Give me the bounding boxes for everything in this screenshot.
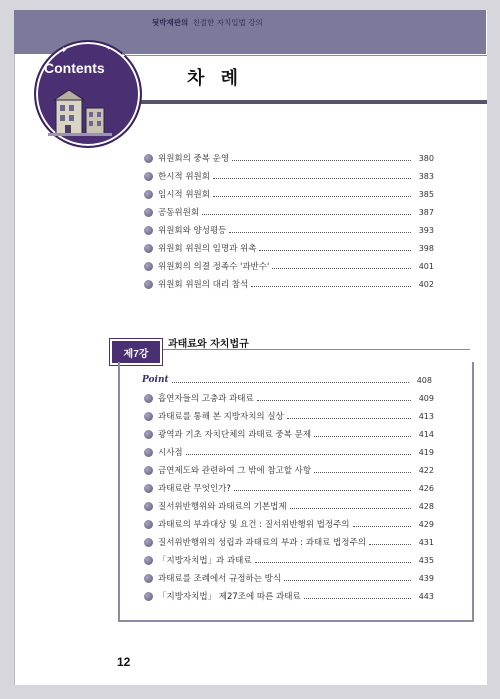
toc-entry-page: 435 xyxy=(418,555,434,565)
leader-dots xyxy=(314,472,411,473)
toc-entry-label: 공동위원회 xyxy=(158,208,200,218)
bullet-icon xyxy=(144,226,153,235)
bullet-icon xyxy=(144,538,153,547)
toc-entry-label: 시사점 xyxy=(158,448,183,458)
toc-entry[interactable] xyxy=(144,203,434,221)
toc-entry-page: 385 xyxy=(418,189,434,199)
sparkle-icon: ✧ xyxy=(106,45,112,52)
leader-dots xyxy=(202,214,411,215)
building-illustration-icon xyxy=(48,80,112,136)
bullet-icon xyxy=(144,484,153,493)
toc-entry[interactable] xyxy=(144,515,434,533)
title-bar xyxy=(98,55,487,104)
toc-entry-page: 409 xyxy=(418,393,434,403)
toc-entry-label: 질서위반행위와 과태료의 기본법제 xyxy=(158,502,287,512)
toc-entry[interactable] xyxy=(144,221,434,239)
toc-entry-label: 금연제도와 관련하여 그 밖에 참고할 사항 xyxy=(158,466,312,476)
leader-dots xyxy=(213,178,411,179)
toc-entry-page: 439 xyxy=(418,573,434,583)
leader-dots xyxy=(314,436,411,437)
toc-entry-label: 광역과 기초 자치단체의 과태료 중복 문제 xyxy=(158,430,312,440)
contents-label: Contents xyxy=(44,60,105,76)
toc-entry[interactable] xyxy=(144,257,434,275)
toc-entry-page: 428 xyxy=(418,501,434,511)
leader-dots xyxy=(255,562,411,563)
toc-entry[interactable] xyxy=(144,239,434,257)
toc-entry[interactable] xyxy=(144,497,434,515)
bullet-icon xyxy=(144,172,153,181)
toc-entry[interactable] xyxy=(144,407,434,425)
toc-entry-page: 380 xyxy=(418,153,434,163)
sparkle-icon: ✦ xyxy=(120,52,126,60)
toc-entry-label: 흡연자들의 고충과 과태료 xyxy=(158,394,254,404)
toc-entry-page: 419 xyxy=(418,447,434,457)
toc-entry[interactable] xyxy=(144,443,434,461)
toc-entry-label: 「지방자치법」 제27조에 따른 과태료 xyxy=(158,592,301,602)
bullet-icon xyxy=(144,208,153,217)
toc-entry-label: 위원회와 양성평등 xyxy=(158,226,227,236)
chapter-title: 과태료와 자치법규 xyxy=(168,339,249,350)
toc-entry-page: 429 xyxy=(418,519,434,529)
toc-entry[interactable] xyxy=(144,167,434,185)
book-title-part1: 됫박재판의 xyxy=(152,18,189,27)
toc-entry[interactable] xyxy=(144,587,434,605)
toc-entry[interactable] xyxy=(144,149,434,167)
page-title: 차 례 xyxy=(187,68,244,89)
bullet-icon xyxy=(144,280,153,289)
leader-dots xyxy=(272,268,411,269)
toc-entry-page: 402 xyxy=(418,279,434,289)
toc-entry-label: 임시적 위원회 xyxy=(158,190,210,200)
toc-entry[interactable] xyxy=(144,389,434,407)
leader-dots xyxy=(172,382,409,383)
leader-dots xyxy=(287,418,411,419)
toc-entry-page: 422 xyxy=(418,465,434,475)
toc-entry-label: 과태료를 조례에서 규정하는 방식 xyxy=(158,574,282,584)
toc-entry[interactable] xyxy=(144,533,434,551)
point-label: Point xyxy=(142,375,169,385)
toc-entry-page: 398 xyxy=(418,243,434,253)
toc-entry-label: 질서위반행위의 성립과 과태료의 부과 : 과태료 법정주의 xyxy=(158,538,366,548)
bullet-icon xyxy=(144,502,153,511)
toc-entry-page: 413 xyxy=(418,411,434,421)
toc-entry[interactable] xyxy=(144,479,434,497)
leader-dots xyxy=(284,580,411,581)
leader-dots xyxy=(213,196,411,197)
toc-entry[interactable] xyxy=(144,275,434,293)
toc-entry[interactable] xyxy=(144,461,434,479)
toc-entry-label: 위원회 위원의 대리 참석 xyxy=(158,280,249,290)
sparkle-icon: ✦ xyxy=(60,46,68,56)
toc-entry-label: 위원회의 의결 정족수 '과반수' xyxy=(158,262,270,272)
bullet-icon xyxy=(144,520,153,529)
toc-entry-page: 443 xyxy=(418,591,434,601)
toc-entry-label: 위원회의 중복 운영 xyxy=(158,154,230,164)
book-title-part2: 친절한 자치입법 강의 xyxy=(192,18,263,27)
bullet-icon xyxy=(144,394,153,403)
toc-entry-label: 과태료란 무엇인가? xyxy=(158,484,231,494)
leader-dots xyxy=(304,598,411,599)
toc-entry[interactable] xyxy=(144,185,434,203)
leader-dots xyxy=(229,232,411,233)
toc-entry-label: 「지방자치법」과 과태료 xyxy=(158,556,252,566)
leader-dots xyxy=(232,160,411,161)
bullet-icon xyxy=(144,412,153,421)
bullet-icon xyxy=(144,190,153,199)
leader-dots xyxy=(257,400,411,401)
leader-dots xyxy=(290,508,411,509)
bullet-icon xyxy=(144,430,153,439)
toc-entry-page: 431 xyxy=(418,537,434,547)
toc-entry[interactable] xyxy=(144,569,434,587)
leader-dots xyxy=(234,490,411,491)
toc-entry-point[interactable] xyxy=(142,371,432,389)
toc-entry-page: 387 xyxy=(418,207,434,217)
toc-entry[interactable] xyxy=(144,551,434,569)
toc-entry-label: 과태료의 부과대상 및 요건 : 질서위반행위 법정주의 xyxy=(158,520,350,530)
leader-dots xyxy=(251,286,411,287)
bullet-icon xyxy=(144,154,153,163)
bullet-icon xyxy=(144,262,153,271)
leader-dots xyxy=(186,454,411,455)
bullet-icon xyxy=(144,466,153,475)
toc-entry-page: 393 xyxy=(418,225,434,235)
leader-dots xyxy=(369,544,411,545)
toc-entry-label: 한시적 위원회 xyxy=(158,172,210,182)
toc-entry-page: 426 xyxy=(418,483,434,493)
leader-dots xyxy=(353,526,411,527)
toc-entry-page: 414 xyxy=(418,429,434,439)
page-number: 12 xyxy=(117,655,131,669)
running-header xyxy=(152,17,263,28)
toc-entry-label: 위원회 위원의 임명과 위촉 xyxy=(158,244,257,254)
toc-entry-page: 408 xyxy=(416,375,432,385)
bullet-icon xyxy=(144,574,153,583)
toc-entry-page: 401 xyxy=(418,261,434,271)
toc-entry[interactable] xyxy=(144,425,434,443)
chapter-number: 제7강 xyxy=(123,348,149,360)
bullet-icon xyxy=(144,556,153,565)
leader-dots xyxy=(259,250,411,251)
bullet-icon xyxy=(144,592,153,601)
bullet-icon xyxy=(144,448,153,457)
toc-entry-label: 과태료를 통해 본 지방자치의 실상 xyxy=(158,412,284,422)
bullet-icon xyxy=(144,244,153,253)
toc-entry-page: 383 xyxy=(418,171,434,181)
